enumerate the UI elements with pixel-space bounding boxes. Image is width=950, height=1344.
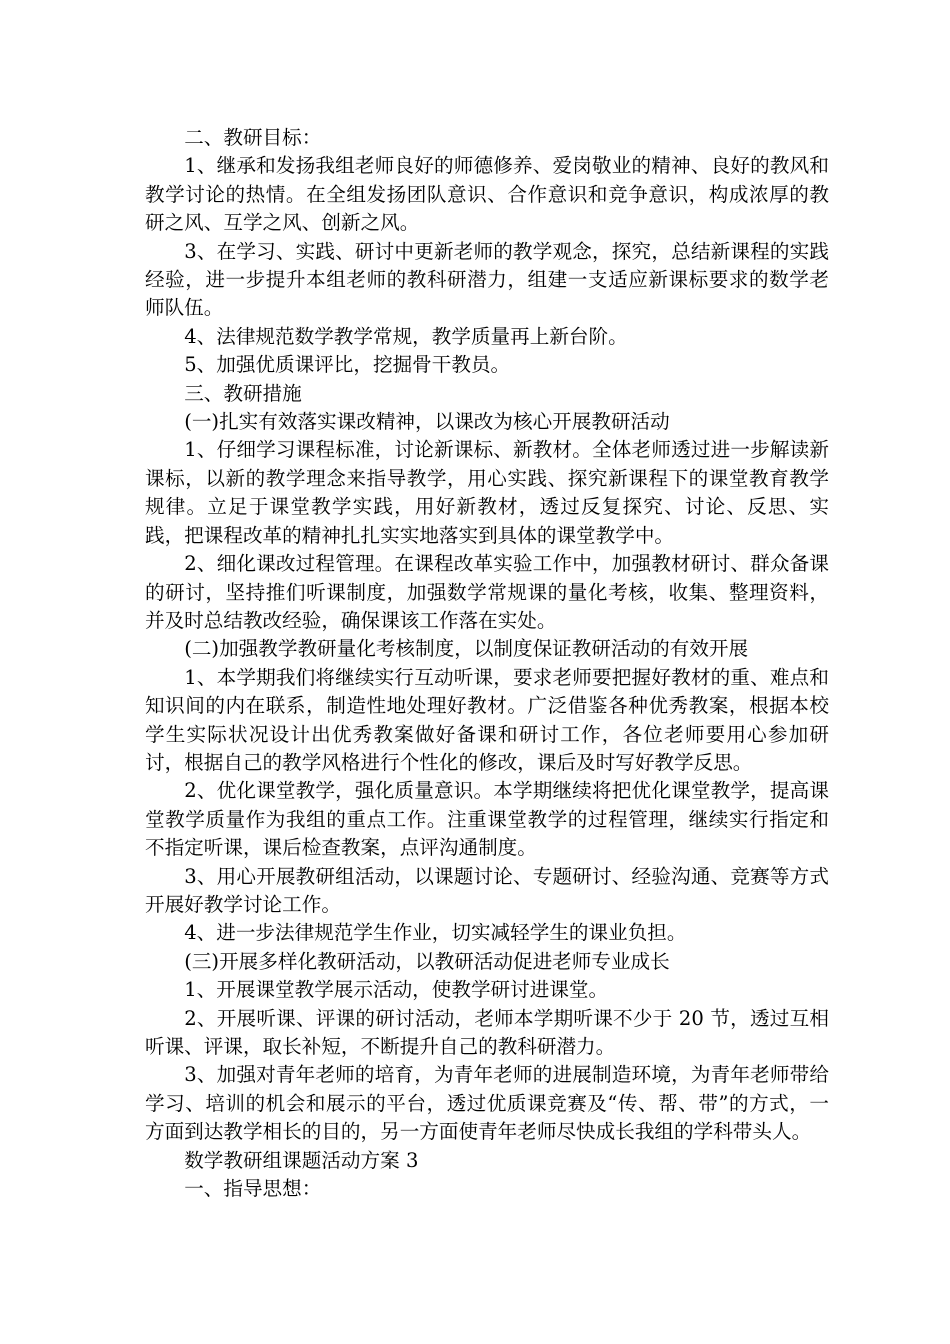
heading-research-measures: 三、教研措施 xyxy=(184,381,302,405)
section-title-plan-3: 数学教研组课题活动方案 3 xyxy=(184,1148,419,1172)
heading-guiding-thought: 一、指导思想： xyxy=(184,1177,322,1201)
paragraph-measure-2-1: 1、本学期我们将继续实行互动听课，要求老师要把握好教材的重、难点和知识间的内在联系，制造性地处理好教材。广泛借鉴各种优秀教案，根据本校学生实际状况设计出优秀教案做好备课和研讨工作，各位老师要用心参加研讨，根据自己的教学风格进行个性化的修改，课后及时写好教学反思。 xyxy=(145,665,829,774)
subheading-measure-1: (一)扎实有效落实课改精神，以课改为核心开展教研活动 xyxy=(184,410,670,434)
subheading-measure-2: (二)加强教学教研量化考核制度，以制度保证教研活动的有效开展 xyxy=(184,637,749,661)
paragraph-goal-1: 1、继承和发扬我组老师良好的师德修养、爱岗敬业的精神、良好的教风和教学讨论的热情。在全组发扬团队意识、合作意识和竞争意识，构成浓厚的教研之风、互学之风、创新之风。 xyxy=(145,154,829,235)
heading-research-goals: 二、教研目标： xyxy=(184,126,322,149)
paragraph-goal-4: 4、法律规范数学教学常规，教学质量再上新台阶。 xyxy=(184,324,628,348)
paragraph-measure-3-3: 3、加强对青年老师的培育，为青年老师的进展制造环境，为青年老师带给学习、培训的机会和展示的平台，透过优质课竞赛及“传、帮、带”的方式，一方面到达教学相长的目的，另一方面使青年老师尽快成长我组的学科带头人。 xyxy=(145,1063,829,1144)
paragraph-measure-2-3: 3、用心开展教研组活动，以课题讨论、专题研讨、经验沟通、竞赛等方式开展好教学讨论工作。 xyxy=(145,864,829,916)
paragraph-goal-3: 3、在学习、实践、研讨中更新老师的教学观念，探究，总结新课程的实践经验，进一步提升本组老师的教科研潜力，组建一支适应新课标要求的数学老师队伍。 xyxy=(145,239,829,320)
document-page xyxy=(145,124,829,1203)
subheading-measure-3: (三)开展多样化教研活动，以教研活动促进老师专业成长 xyxy=(184,949,670,973)
paragraph-goal-5: 5、加强优质课评比，挖掘骨干教员。 xyxy=(184,353,511,377)
paragraph-measure-1-1: 1、仔细学习课程标准，讨论新课标、新教材。全体老师透过进一步解读新课标，以新的教学理念来指导教学，用心实践、探究新课程下的课堂教育教学规律。立足于课堂教学实践，用好新教材，透过反复探究、讨论、反思、实践，把课程改革的精神扎扎实实地落实到具体的课堂教学中。 xyxy=(145,438,829,547)
paragraph-measure-3-1: 1、开展课堂教学展示活动，使教学研讨进课堂。 xyxy=(184,978,609,1002)
paragraph-measure-1-2: 2、细化课改过程管理。在课程改革实验工作中，加强教材研讨、群众备课的研讨，坚持推们听课制度，加强数学常规课的量化考核，收集、整理资料，并及时总结教改经验，确保课该工作落在实处。 xyxy=(145,552,829,632)
paragraph-measure-2-2: 2、优化课堂教学，强化质量意识。本学期继续将把优化课堂教学，提高课堂教学质量作为我组的重点工作。注重课堂教学的过程管理，继续实行指定和不指定听课，课后检查教案，点评沟通制度。 xyxy=(145,779,829,860)
paragraph-measure-2-4: 4、进一步法律规范学生作业，切实减轻学生的课业负担。 xyxy=(184,921,687,945)
paragraph-measure-3-2: 2、开展听课、评课的研讨活动，老师本学期听课不少于 20 节，透过互相听课、评课，取长补短，不断提升自己的教科研潜力。 xyxy=(145,1006,829,1058)
